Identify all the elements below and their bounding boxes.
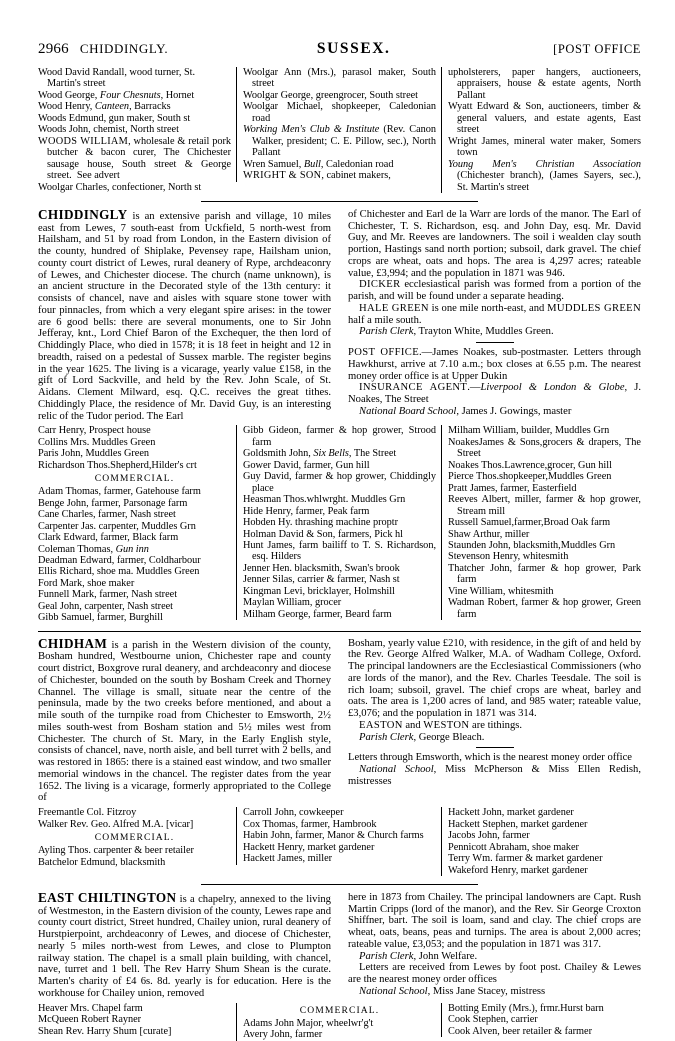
list-item: Cook Stephen, carrier bbox=[448, 1014, 538, 1026]
list-item: Richardson Thos.Shepherd,Hilder's crt bbox=[38, 459, 197, 471]
list-item: Botting Emily (Mrs.), frmr.Hurst barn bbox=[448, 1002, 604, 1014]
list-item: Hackett Henry, market gardener bbox=[243, 841, 375, 853]
school-mistress: , Miss Jane Stacey, mistress bbox=[427, 985, 546, 997]
section-divider bbox=[38, 631, 641, 632]
list-item: Pennicott Abraham, shoe maker bbox=[448, 841, 579, 853]
list-item: Heaver Mrs. Chapel farm bbox=[38, 1002, 143, 1014]
insurance-agent-name: , J. Noakes, The Street bbox=[348, 382, 641, 406]
list-item: Batchelor Edmund, blacksmith bbox=[38, 856, 166, 868]
list-item: Noakes Thos.Lawrence,grocer, Gun hill bbox=[448, 459, 612, 471]
school-mistresses: , Miss McPherson & Miss Ellen Redish, mistresses bbox=[348, 764, 641, 787]
dicker-note: DICKER ecclesiastical parish was formed from a portion of the parish, and will be found under a separate heading. bbox=[348, 279, 641, 303]
list-item: Young Men's Christian Association (Chichester branch), (James Sayers, sec.), St. Martin's street bbox=[448, 158, 641, 193]
list-item: Wood David Randall, wood turner, St. Martin's street bbox=[38, 67, 196, 90]
list-item: Milham George, farmer, Beard farm bbox=[243, 608, 392, 620]
running-head-catchword: [POST OFFICE bbox=[553, 42, 641, 56]
list-item: Woolgar Michael, shopkeeper, Caledonian road bbox=[243, 101, 436, 124]
top-directory bbox=[38, 67, 641, 193]
list-item: Cook Alven, beer retailer & farmer bbox=[448, 1025, 592, 1037]
list-item: Walker Rev. Geo. Alfred M.A. [vicar] bbox=[38, 818, 194, 830]
chiddingly-column-1 bbox=[38, 425, 231, 623]
list-item: Woods Edmund, gun maker, South st bbox=[38, 112, 191, 124]
parish-clerk-label: Parish Clerk bbox=[359, 326, 414, 338]
parish-intro-continued: of Chichester and Earl de la Warr are lords of the manor. The Earl of Chichester, T. S. Richardson, esq. and John Day, esq. Mr. David Guy, and Mr. Reeves are landowners. The soil i wealden clay south portion, Hastings sand north portion; subsoil, dark gravel. The chief crops are wheat, oats and hops. The area is 4,297 acres; rateable value, £3,994; and the population in 1871 was 946. bbox=[348, 208, 641, 279]
hale-green-note: HALE GREEN is one mile north-east, and MUDDLES GREEN half a mile south. bbox=[348, 302, 642, 326]
list-item: Hunt James, farm bailiff to T. S. Richardson, esq. Hilders bbox=[243, 540, 436, 563]
parish-intro-text: is a parish in the Western division of the county, Bosham hundred, Westbourne union, Chichester rape and county court district, Boxgrove rural deanery, and archdeaconry and diocese of Chichester, bounded on the south by Bosham Creek and Thorney Channel. The village is small, situate near the centre of the peninsula, made by the two creeks before mentioned, and about a mile south of the turnpike road from Chichester to Emsworth, 2½ miles south-west from Bosham station and 5½ miles west from Chichester. The church of St. Mary, in the Early English style, consists of chancel, nave, north aisle, and bell turret with 2 bells, and was restored in 1865: there is a stained east window, and two smaller memorial windows in the chancel. The register dates from the year 1652. The living is a vicarage, formerly appropriated to the College of bbox=[38, 639, 331, 804]
list-item: Staunden John, blacksmith,Muddles Grn bbox=[448, 540, 616, 552]
post-office-text: .—James Noakes, sub-postmaster. Letters through Hawkhurst, arrive at 7.10 a.m.; box closes at 6.55 p.m. The nearest money order office is at Upper Dukin bbox=[348, 347, 641, 382]
chidham-school bbox=[348, 764, 641, 788]
chidham-column-3 bbox=[441, 807, 641, 876]
school-master: , James J. Gowings, master bbox=[456, 405, 572, 417]
insurance-company: Liverpool & London & Globe bbox=[480, 382, 625, 394]
list-item: Jenner Hen. blacksmith, Swan's brook bbox=[243, 562, 400, 574]
list-item: Shaw Arthur, miller bbox=[448, 528, 530, 540]
list-item: Adam Thomas, farmer, Gatehouse farm bbox=[38, 486, 201, 498]
rule-divider bbox=[476, 342, 514, 343]
list-item: Carpenter Jas. carpenter, Muddles Grn bbox=[38, 520, 196, 532]
commercial-heading: COMMERCIAL. bbox=[94, 832, 175, 844]
list-item: Gibb Gideon, farmer & hop grower, Strood farm bbox=[243, 425, 436, 448]
list-item: Hide Henry, farmer, Peak farm bbox=[243, 505, 370, 517]
chiddingly-column-2 bbox=[236, 425, 436, 620]
parish-clerk-name: , George Bleach. bbox=[413, 731, 485, 743]
running-head bbox=[38, 40, 641, 58]
east-chiltington-column-3 bbox=[441, 1003, 641, 1037]
insurance-agent-label: INSURANCE AGENT bbox=[359, 382, 468, 394]
list-item: Habin John, farmer, Manor & Church farms bbox=[243, 830, 424, 842]
running-head-parish: CHIDDINGLY. bbox=[79, 41, 169, 56]
chidham-letters: Letters through Emsworth, which is the nearest money order office bbox=[348, 752, 632, 764]
list-item: Milham William, builder, Muddles Grn bbox=[448, 425, 610, 437]
list-item: Coleman Thomas, Gun inn bbox=[38, 543, 149, 555]
list-item: Ford Mark, shoe maker bbox=[38, 577, 135, 589]
list-item: Clark Edward, farmer, Black farm bbox=[38, 532, 179, 544]
parish-title: CHIDDINGLY bbox=[38, 206, 128, 222]
list-item: Paris John, Muddles Green bbox=[38, 448, 150, 460]
list-item: Hackett Stephen, market gardener bbox=[448, 818, 588, 830]
dicker-label: DICKER bbox=[359, 279, 401, 291]
rule-divider bbox=[476, 747, 514, 748]
list-item: Jenner Silas, carrier & farmer, Nash st bbox=[243, 574, 400, 586]
list-item: Geal John, carpenter, Nash street bbox=[38, 600, 174, 612]
parish-intro-text: is a chapelry, annexed to the living of Westmeston, in the Eastern division of the county, Lewes rape and county court district, Street hundred, Chailey union, rural deanery of Hurstpierpoint, archdeaconry of Lewes, and diocese of Chichester, nearly 5 miles north-west from Lewes, and close to Plumpton railway station. The chapel is a small plain building, with chancel, nave, turret and 1 bell. The Rev Harry Shum Shean is the curate. Marten's charity of £4 6s. 8d. yearly is for education. Here is the workhouse for Chailey union, removed bbox=[38, 893, 331, 999]
commercial-heading: COMMERCIAL. bbox=[94, 473, 175, 485]
chiddingly-school bbox=[348, 406, 641, 418]
list-item: Collins Mrs. Muddles Green bbox=[38, 436, 156, 448]
east-chiltington-description-left bbox=[38, 889, 331, 1000]
east-chiltington-description bbox=[38, 889, 641, 1000]
list-item: Wright James, mineral water maker, Somers town bbox=[448, 135, 641, 159]
chiddingly-directory bbox=[38, 425, 641, 623]
list-item: Vine William, whitesmith bbox=[448, 585, 554, 597]
chidham-column-2 bbox=[236, 807, 436, 864]
list-item: Heasman Thos.whlwrght. Muddles Grn bbox=[243, 494, 406, 506]
top-directory-column-3 bbox=[441, 67, 641, 193]
chiddingly-insurance-agent: INSURANCE AGENT.—Liverpool & London & Globe, J. Noakes, The Street bbox=[348, 382, 641, 406]
list-item: Guy David, farmer & hop grower, Chiddingly place bbox=[243, 471, 436, 494]
chidham-column-1 bbox=[38, 807, 231, 868]
school-name: National School bbox=[359, 985, 428, 997]
top-directory-column-2 bbox=[236, 67, 436, 182]
list-item: upholsterers, paper hangers, auctioneers, appraisers, house & estate agents, North Pallant bbox=[448, 67, 641, 101]
list-item: Pierce Thos.shopkeeper,Muddles Green bbox=[448, 471, 612, 483]
list-item: Hackett James, miller bbox=[243, 853, 333, 865]
list-item: NoakesJames & Sons,grocers & drapers, The Street bbox=[448, 436, 641, 460]
list-item: Avery John, farmer bbox=[243, 1029, 323, 1041]
list-item: Working Men's Club & Institute (Rev. Canon Walker, president; C. E. Pillow, sec.), North Pallant bbox=[243, 124, 436, 159]
section-divider bbox=[201, 884, 478, 885]
list-item: Adams John Major, wheelwr'g't bbox=[243, 1017, 374, 1029]
east-chiltington-parish-clerk bbox=[348, 951, 641, 963]
list-item: Pratt James, farmer, Easterfield bbox=[448, 482, 577, 494]
school-name: National School bbox=[359, 764, 434, 776]
list-item: Stevenson Henry, whitesmith bbox=[448, 551, 569, 563]
list-item: Funnell Mark, farmer, Nash street bbox=[38, 589, 178, 601]
running-head-county: SUSSEX. bbox=[316, 40, 391, 57]
chidham-description-right bbox=[339, 638, 641, 788]
chiddingly-description-left bbox=[38, 206, 331, 423]
list-item: WRIGHT & SON, cabinet makers, bbox=[243, 170, 391, 182]
parish-clerk-name: , Trayton White, Muddles Green. bbox=[413, 326, 554, 338]
chiddingly-post-office bbox=[348, 347, 641, 382]
parish-intro-continued: Bosham, yearly value £210, with residence, in the gift of and held by the Rev. George Alfred Walker, M.A. of Wadham College, Oxford. The principal landowners are the Ecclesiastical Commissioners (who are lords of the manor), and the Rev. Charles Teesdale. The soil is rich loam; subsoil, gravel. The chief crops are wheat, barley and oats. The area is 1,200 acres of land, and 985 water; rateable value, £3,076; and the population in 1871 was 314. bbox=[348, 637, 641, 720]
list-item: Wadman Robert, farmer & hop grower, Green farm bbox=[448, 597, 641, 620]
list-item: Jacobs John, farmer bbox=[448, 830, 530, 842]
parish-title: CHIDHAM bbox=[38, 635, 108, 651]
parish-clerk-label: Parish Clerk bbox=[359, 950, 414, 962]
list-item: Terry Wm. farmer & market gardener bbox=[448, 853, 603, 865]
list-item: Russell Samuel,farmer,Broad Oak farm bbox=[448, 517, 611, 529]
list-item: Ayling Thos. carpenter & beer retailer bbox=[38, 845, 194, 857]
parish-intro bbox=[38, 206, 331, 423]
chidham-directory bbox=[38, 807, 641, 876]
parish-intro-continued: here in 1873 from Chailey. The principal landowners are Capt. Rush Martin Cripps (lord of the manor), and the Rev. Sir George Croxton Shiffner, bart. The soil is loam, sand and clay. The chief crops are wheat, oats, beans, peas and turnips. The area is about 2,000 acres; rateable value, £3,053; and the population in 1871 was 317. bbox=[348, 891, 641, 950]
list-item: Reeves Albert, miller, farmer & hop grower, Stream mill bbox=[448, 494, 641, 517]
parish-intro bbox=[38, 889, 331, 1000]
list-item: Carr Henry, Prospect house bbox=[38, 425, 151, 437]
list-item: Kingman Levi, bricklayer, Holmshill bbox=[243, 585, 395, 597]
chidham-parish-clerk bbox=[348, 732, 641, 744]
list-item: Hobden Hy. thrashing machine proptr bbox=[243, 517, 399, 529]
list-item: Cox Thomas, farmer, Hambrook bbox=[243, 818, 377, 830]
chiddingly-column-3 bbox=[441, 425, 641, 620]
parish-title: EAST CHILTINGTON bbox=[38, 889, 177, 905]
list-item: Woods John, chemist, North street bbox=[38, 124, 179, 136]
list-item: Wood George, Four Chesnuts, Hornet bbox=[38, 89, 195, 101]
commercial-heading: COMMERCIAL. bbox=[299, 1004, 380, 1016]
list-item: WOODS WILLIAM, wholesale & retail pork butcher & bacon curer, The Chichester sausage house, South street & George street. See advert bbox=[38, 135, 231, 182]
chiddingly-description bbox=[38, 206, 642, 423]
list-item: Thatcher John, farmer & hop grower, Park farm bbox=[448, 562, 641, 586]
east-chiltington-directory bbox=[38, 1003, 641, 1041]
list-item: Goldsmith John, Six Bells, The Street bbox=[243, 448, 397, 460]
east-chiltington-school bbox=[348, 986, 641, 998]
list-item: Gibb Samuel, farmer, Burghill bbox=[38, 612, 163, 624]
list-item: Shean Rev. Harry Shum [curate] bbox=[38, 1025, 172, 1037]
list-item: Wyatt Edward & Son, auctioneers, timber & general valuers, and estate agents, East street bbox=[448, 101, 641, 136]
list-item: Woolgar Ann (Mrs.), parasol maker, South street bbox=[243, 67, 436, 90]
list-item: Hackett John, market gardener bbox=[448, 807, 574, 819]
chiddingly-description-right bbox=[339, 209, 641, 418]
list-item: Benge John, farmer, Parsonage farm bbox=[38, 497, 188, 509]
list-item: Woolgar George, greengrocer, South street bbox=[243, 89, 419, 101]
list-item: Maylan William, grocer bbox=[243, 597, 342, 609]
easton-weston-note: EASTON and WESTON are tithings. bbox=[359, 719, 523, 731]
list-item: Wakeford Henry, market gardener bbox=[448, 864, 588, 876]
post-office-label: POST OFFICE bbox=[348, 347, 420, 359]
list-item: Wren Samuel, Bull, Caledonian road bbox=[243, 158, 394, 170]
list-item: Carroll John, cowkeeper bbox=[243, 807, 344, 819]
page-folio: 2966 bbox=[38, 41, 69, 57]
section-divider bbox=[201, 201, 478, 202]
list-item: Wood Henry, Canteen, Barracks bbox=[38, 101, 171, 113]
list-item: Deadman Edward, farmer, Coldharbour bbox=[38, 555, 201, 567]
east-chiltington-letters: Letters are received from Lewes by foot post. Chailey & Lewes are the nearest money order offices bbox=[348, 962, 641, 986]
running-head-left bbox=[38, 41, 168, 58]
parish-clerk-name: , John Welfare. bbox=[413, 950, 478, 962]
east-chiltington-description-right bbox=[339, 892, 641, 998]
top-directory-column-1 bbox=[38, 67, 231, 193]
chidham-description-left bbox=[38, 635, 331, 805]
list-item: Gower David, farmer, Gun hill bbox=[243, 459, 370, 471]
school-name: National Board School bbox=[359, 405, 457, 417]
parish-intro bbox=[38, 635, 331, 805]
list-item: McQueen Robert Rayner bbox=[38, 1014, 142, 1026]
parish-intro-text: is an extensive parish and village, 10 miles east from Lewes, 7 south-east from Uckfield, 5 north-west from Hailsham, and 51 by road from London, in the Eastern division of the county, hundred of Shiplake, Pevensey rape, Hailsham union, county court district of Lewes, rural deanery of Rype, archdeaconry of Lewes, and Chichester diocese. The church (name unknown), is an ancient structure in the Decorated style of the 13th century: it consists of chancel, nave and aisles with square stone tower with four pinnacles, from which a very elegant spire arises: in the tower are 6 good bells: there are several monuments, one to Sir John Jefferay, knt., Lord Chief Baron of the Exchequer, the then lord of Chiddingly Place, who died in 1578; it is 18 feet in height and 12 in breadth, raised on a pedestal of Sussex marble. The register begins in the year 1625. The living is a vicarage, yearly value £158, in the gift of Lord Sackville, and held by the Rev. John Scale, of St. Aidans. Clement Milward, esq. Q.C. receives the great tithes. Chiddingly Place, the residence of Mr. David Guy, is an interesting relic of the Tudor period. The Earl bbox=[38, 210, 331, 422]
list-item: Holman David & Son, farmers, Pick hl bbox=[243, 528, 404, 540]
east-chiltington-column-1 bbox=[38, 1003, 231, 1037]
east-chiltington-column-2 bbox=[236, 1003, 436, 1041]
chidham-description bbox=[38, 635, 641, 805]
chiddingly-parish-clerk bbox=[348, 326, 641, 338]
list-item: Ellis Richard, shoe ma. Muddles Green bbox=[38, 566, 200, 578]
list-item: Freemantle Col. Fitzroy bbox=[38, 807, 137, 819]
parish-clerk-label: Parish Clerk bbox=[359, 731, 414, 743]
list-item: Cane Charles, farmer, Nash street bbox=[38, 509, 176, 521]
list-item: Woolgar Charles, confectioner, North st bbox=[38, 181, 202, 193]
